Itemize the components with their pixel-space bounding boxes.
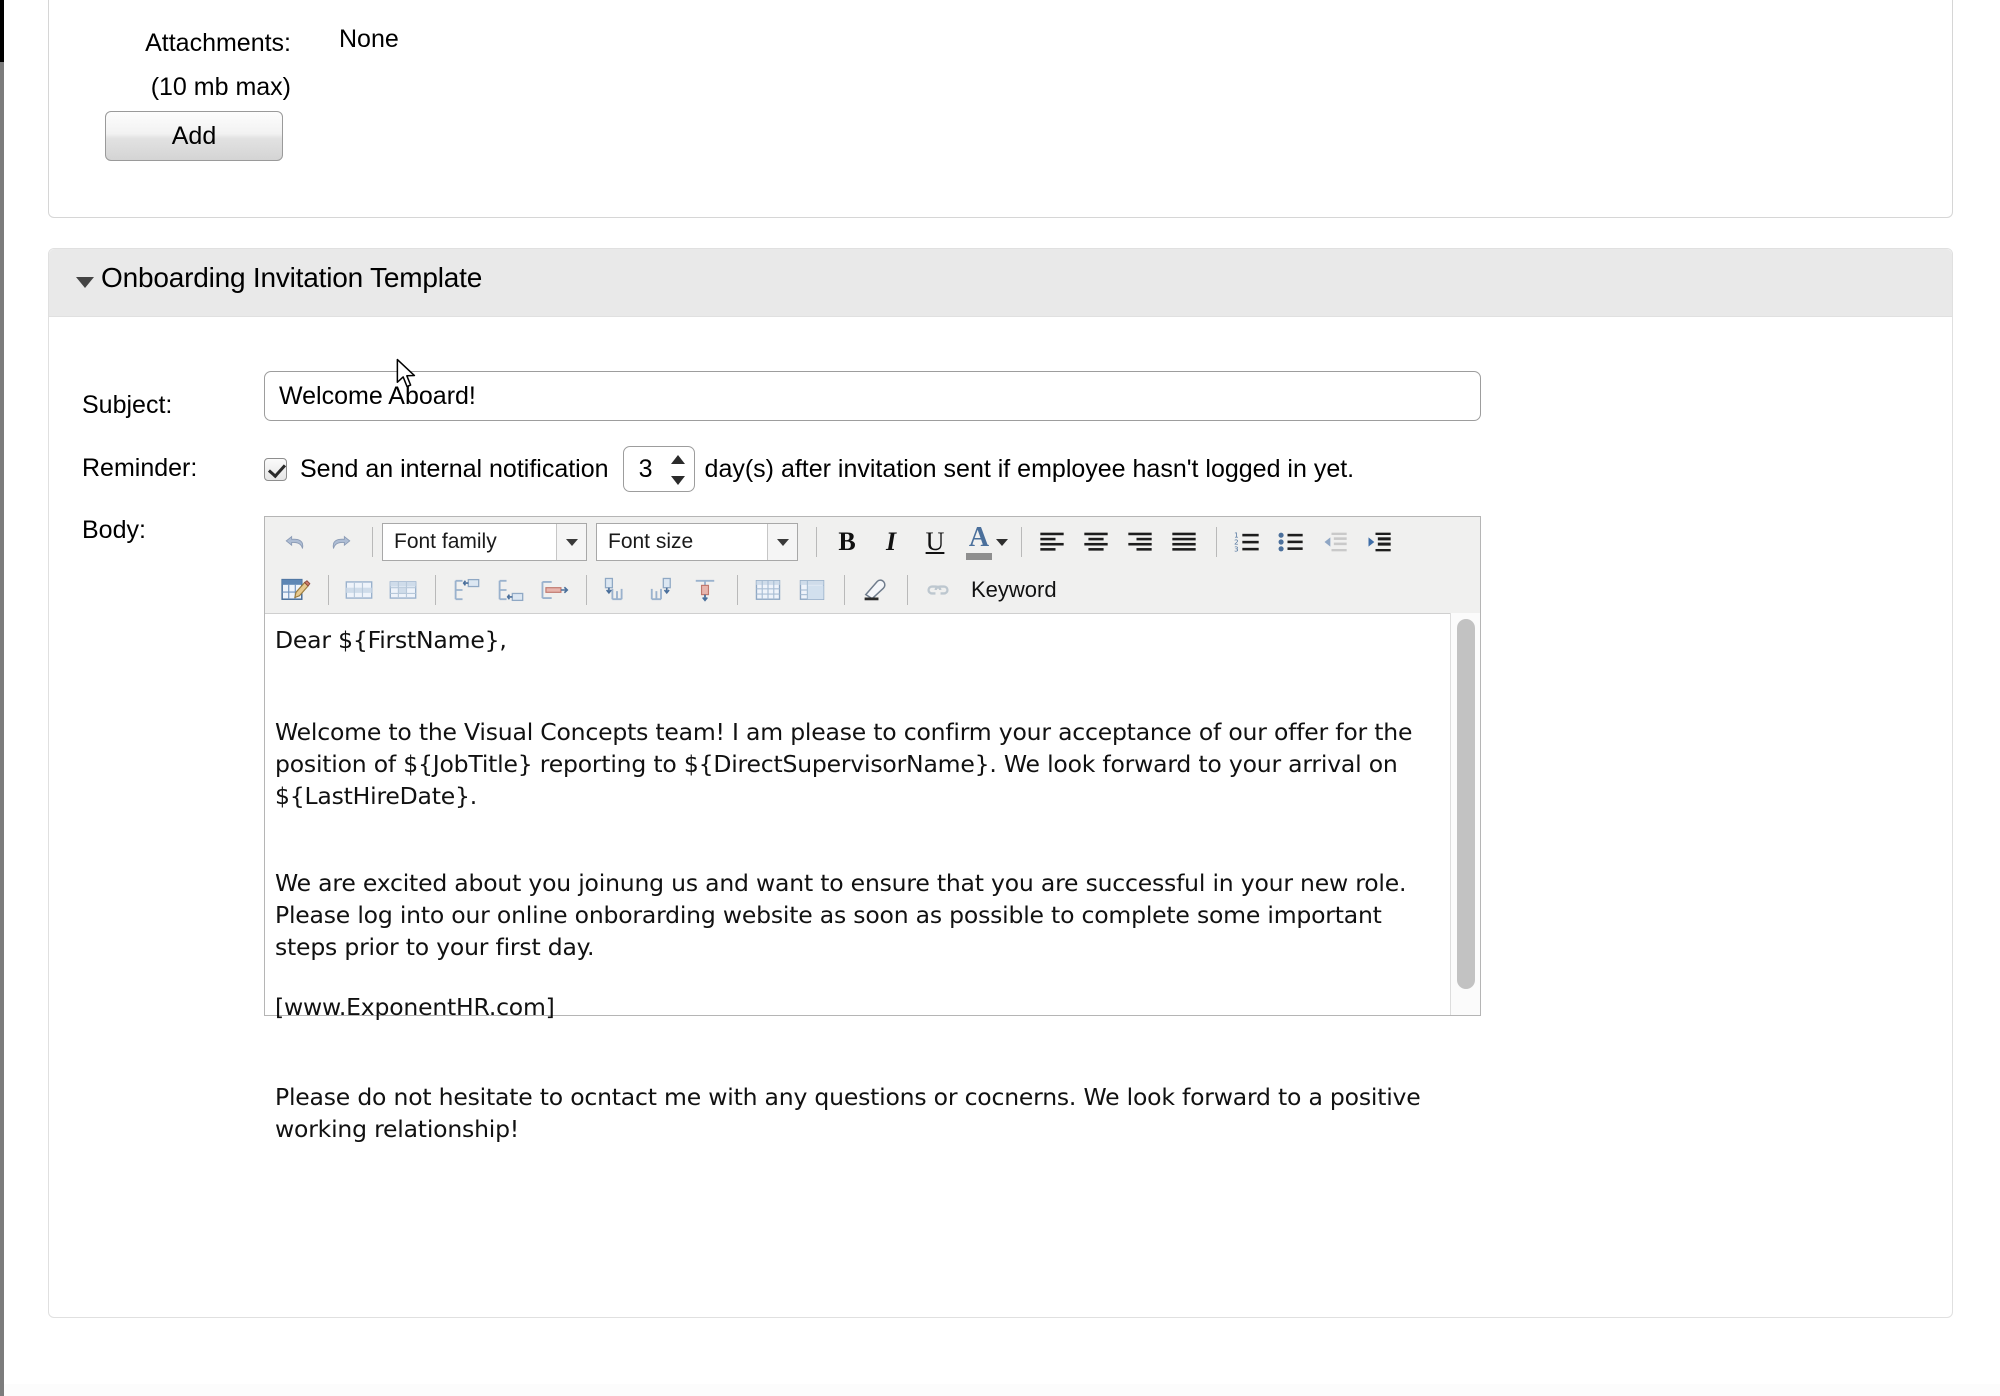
insert-edit-table-icon[interactable] <box>275 571 317 609</box>
toolbar-separator <box>907 575 908 605</box>
toolbar-separator <box>372 527 373 557</box>
stepper-arrows-icon[interactable] <box>671 455 685 485</box>
align-center-icon[interactable] <box>1075 523 1117 561</box>
editor-toolbar-row-1 <box>265 517 1480 567</box>
text-color-swatch <box>966 553 992 560</box>
body-paragraph: We are excited about you joinung us and want to ensure that you are successful in your new role. Please log into our online onborarding website as soon as possible to complete some important steps prior to your first day. <box>275 869 1407 961</box>
left-gutter-bar <box>0 0 4 1396</box>
triangle-down-icon[interactable] <box>76 277 94 288</box>
font-family-select[interactable] <box>382 523 587 561</box>
subject-label: Subject: <box>82 391 173 419</box>
reminder-row <box>264 446 1354 492</box>
body-paragraph: Welcome to the Visual Concepts team! I am please to confirm your acceptance of our offer for the position of ${JobTitle} reporting to ${DirectSupervisorName}. We look forward to your arrival on ${LastHireDate}. <box>275 718 1413 810</box>
delete-row-icon[interactable] <box>533 571 575 609</box>
attachments-label-line1: Attachments: <box>145 29 291 57</box>
editor-toolbar-row-2 <box>265 567 1480 613</box>
body-paragraph: Please do not hesitate to ocntact me with any questions or cocnerns. We look forward to a positive working relationship! <box>275 1083 1421 1143</box>
delete-column-icon[interactable] <box>684 571 726 609</box>
outdent-icon[interactable] <box>1314 523 1356 561</box>
reminder-text-before: Send an internal notification <box>300 454 609 483</box>
insert-column-before-icon[interactable] <box>596 571 638 609</box>
reminder-days-value: 3 <box>638 455 653 483</box>
reminder-label: Reminder: <box>82 454 198 482</box>
reminder-text-after: day(s) after invitation sent if employee hasn't logged in yet. <box>704 454 1355 483</box>
stepper-down-icon[interactable] <box>671 476 685 485</box>
subject-input[interactable] <box>264 371 1481 421</box>
svg-text:2: 2 <box>1234 538 1239 547</box>
attachments-label <box>101 21 291 109</box>
body-label: Body: <box>82 516 146 544</box>
toolbar-separator <box>816 527 817 557</box>
indent-icon[interactable] <box>1358 523 1400 561</box>
toolbar-separator <box>435 575 436 605</box>
table-row-properties-icon[interactable] <box>338 571 380 609</box>
text-color-glyph: A <box>968 522 990 553</box>
reminder-days-stepper[interactable] <box>623 446 695 492</box>
keyword-button[interactable]: Keyword <box>971 577 1057 602</box>
numbered-list-icon[interactable] <box>1226 523 1268 561</box>
svg-text:3: 3 <box>1234 545 1239 554</box>
chevron-down-icon[interactable] <box>767 524 797 560</box>
body-paragraph: Dear ${FirstName}, <box>275 626 507 654</box>
table-cell-properties-icon[interactable] <box>382 571 424 609</box>
body-text-area[interactable] <box>265 613 1480 1143</box>
text-color-dropdown-icon[interactable] <box>996 539 1008 546</box>
attachments-value: None <box>339 25 399 53</box>
toolbar-separator <box>586 575 587 605</box>
toolbar-separator <box>328 575 329 605</box>
align-left-icon[interactable] <box>1031 523 1073 561</box>
attachments-label-line2: (10 mb max) <box>150 73 291 101</box>
body-rich-text-editor <box>264 516 1481 1143</box>
font-size-select-label: Font size <box>608 530 694 553</box>
italic-button[interactable] <box>870 523 912 561</box>
attachments-panel <box>48 0 1953 218</box>
body-paragraph: [www.ExponentHR.com] <box>275 993 555 1021</box>
text-color-button[interactable] <box>958 523 1000 561</box>
clear-formatting-icon[interactable] <box>854 571 896 609</box>
insert-column-after-icon[interactable] <box>640 571 682 609</box>
chevron-down-icon[interactable] <box>556 524 586 560</box>
font-family-select-label: Font family <box>394 530 497 553</box>
add-attachment-button[interactable]: Add <box>105 111 283 161</box>
left-gutter-highlight <box>0 0 4 62</box>
redo-icon[interactable] <box>319 523 361 561</box>
bold-glyph: B <box>838 527 856 556</box>
italic-glyph: I <box>885 527 897 556</box>
toolbar-separator <box>1021 527 1022 557</box>
editor-toolbar <box>265 517 1480 614</box>
stepper-up-icon[interactable] <box>671 455 685 464</box>
toolbar-separator <box>1216 527 1217 557</box>
font-size-select[interactable] <box>596 523 798 561</box>
bulleted-list-icon[interactable] <box>1270 523 1312 561</box>
page-bottom-edge <box>4 1384 2000 1396</box>
merge-cells-icon[interactable] <box>791 571 833 609</box>
body-vertical-scrollbar[interactable] <box>1450 613 1480 1015</box>
toolbar-separator <box>737 575 738 605</box>
link-icon[interactable] <box>917 571 959 609</box>
undo-icon[interactable] <box>275 523 317 561</box>
section-title: Onboarding Invitation Template <box>101 262 483 293</box>
align-right-icon[interactable] <box>1119 523 1161 561</box>
svg-text:1: 1 <box>1234 531 1239 540</box>
toolbar-separator <box>844 575 845 605</box>
insert-row-before-icon[interactable] <box>445 571 487 609</box>
bold-button[interactable] <box>826 523 868 561</box>
align-justify-icon[interactable] <box>1163 523 1205 561</box>
underline-button[interactable] <box>914 523 956 561</box>
insert-row-after-icon[interactable] <box>489 571 531 609</box>
body-text-content[interactable] <box>265 614 1442 1145</box>
reminder-checkbox[interactable] <box>264 458 287 481</box>
underline-glyph: U <box>925 527 945 556</box>
split-merged-cells-icon[interactable] <box>747 571 789 609</box>
scrollbar-thumb[interactable] <box>1457 619 1475 989</box>
section-header[interactable] <box>49 249 1952 317</box>
